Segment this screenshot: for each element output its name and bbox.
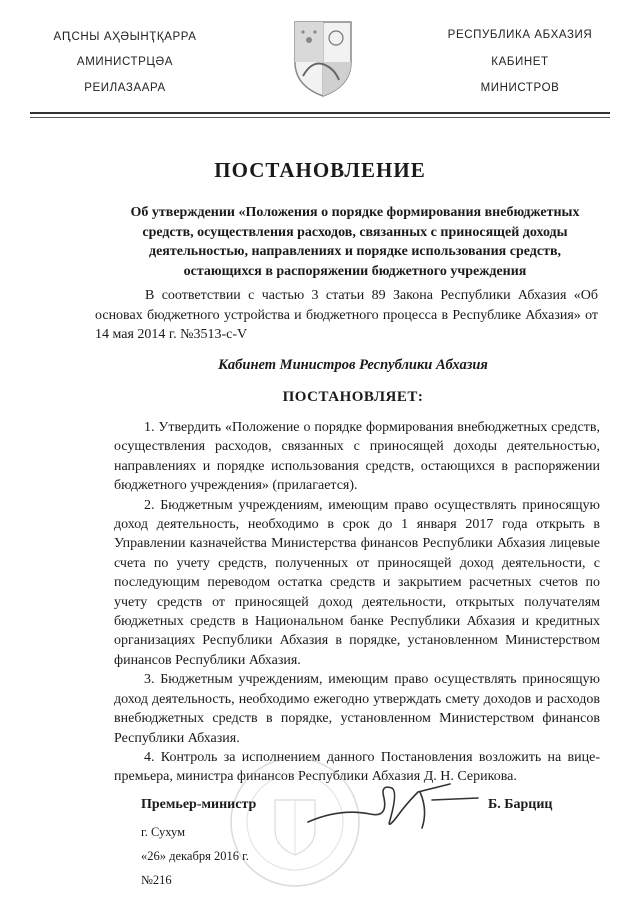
signatory-position: Премьер-министр xyxy=(141,797,257,812)
issue-place: г. Сухум xyxy=(141,825,186,839)
document-title: ПОСТАНОВЛЕНИЕ xyxy=(214,158,426,182)
handwritten-signature xyxy=(300,770,485,840)
decree-body xyxy=(114,418,600,787)
document-number: №216 xyxy=(141,873,172,887)
header-left-line-3: РЕИЛАЗААРА xyxy=(84,82,166,94)
decree-item-4: 4. Контроль за исполнением данного Постановления возложить на вице-премьера, министра финансов Республики Абхазия Д. Н. Серикова. xyxy=(114,749,600,785)
decree-item-3: 3. Бюджетным учреждениям, имеющим право осуществлять приносящую доход деятельность, необходимо ежегодно утверждать смету доходов и расходов внебюджетных средств в порядке, установленном Министерством финансов Республики Абхазия. xyxy=(114,672,600,746)
subject-line: средств, осуществления расходов, связанных с приносящей доходы xyxy=(142,224,568,240)
header-left-line-2: АМИНИСТРЦӘА xyxy=(76,56,174,68)
subject-line: Об утверждении «Положения о порядке формирования внебюджетных xyxy=(130,205,580,220)
coat-of-arms-emblem xyxy=(291,18,355,98)
header-right-line-2: КАБИНЕТ xyxy=(491,56,549,68)
header-divider-thin xyxy=(30,117,610,118)
decree-item-1: 1. Утвердить «Положение о порядке формирования внебюджетных средств, осуществления расходов, связанных с приносящей доходы деятельностью, направлениях и порядке использования средств, остающихся в распоряжении бюджетного учреждения» (прилагается). xyxy=(114,420,600,494)
subject-line: остающихся в распоряжении бюджетного учреждения xyxy=(183,263,527,279)
signatory-name: Б. Барциц xyxy=(488,797,553,812)
header-left-line-1: АԤСНЫ АҲӘЫНҬҚАРРА xyxy=(53,31,197,43)
header-divider-thick xyxy=(30,112,610,114)
decree-item-2: 2. Бюджетным учреждениям, имеющим право осуществлять приносящую доход деятельность, необходимо в срок до 1 января 2017 года открыть в Управлении казначейства Министерства финансов Республики Абхазия лицевые счета по учету средств, полученных от приносящей доход деятельности, с последующим переводом остатка средств и закрытием расчетных счетов по учету средств от приносящей доход деятельности, открытых получателям бюджетных средств в Национальном банке Республики Абхазия и кредитных организациях Республики Абхазия в порядке, установленном Министерством финансов Республики Абхазия. xyxy=(114,497,600,668)
decree-heading: ПОСТАНОВЛЯЕТ: xyxy=(282,389,424,405)
subject-line: деятельностью, направлениях и порядке использования средств, xyxy=(148,244,561,259)
preamble-paragraph: В соответствии с частью 3 статьи 89 Закона Республики Абхазия «Об основах бюджетного устройства и бюджетного процесса в Республике Абхазия» от 14 мая 2014 г. №3513-с-V xyxy=(95,288,598,342)
issuing-authority: Кабинет Министров Республики Абхазия xyxy=(218,357,488,373)
header-right-line-3: МИНИСТРОВ xyxy=(480,82,560,94)
header-right-line-1: РЕСПУБЛИКА АБХАЗИЯ xyxy=(447,29,593,41)
issue-date: «26» декабря 2016 г. xyxy=(141,849,249,863)
document-subject xyxy=(95,203,615,281)
